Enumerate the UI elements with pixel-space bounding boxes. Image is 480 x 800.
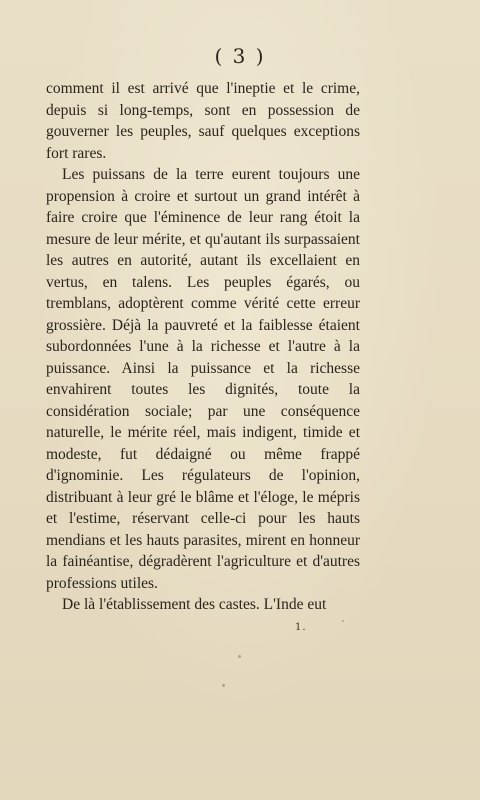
paragraph-castes: De là l'établissement des castes. L'Inde eut bbox=[62, 596, 327, 613]
paper-speck bbox=[238, 655, 241, 658]
paragraph-powerful: Les puissans de la terre eurent toujours une propension à croire et surtout un grand intérêt à faire croire que l'éminence de leur rang étoit la mesure de leur mérite, et qu'autant ils surpassaient les autres en autorité, autant ils excellaient en vertus, en talens. Les peuples égarés, ou tremblans, adoptèrent comme vérité cette erreur grossière. Déjà la pauvreté et la faiblesse étaient subordonnées l'une à la richesse et l'autre à la puissance. Ainsi la puissance et la richesse envahirent toutes les dignités, toute la considération sociale; par une conséquence naturelle, le mérite réel, mais indigent, timide et modeste, fut dédaigné ou même frappé d'ignominie. Les régulateurs de l'opinion, distribuant à leur gré le blâme et l'éloge, le mépris et l'estime, réservant celle-ci pour les hauts mendians et les hauts parasites, mirent en honneur la fainéantise, dégradèrent l'agriculture et d'autres professions utiles. bbox=[46, 166, 360, 592]
paper-speck bbox=[222, 684, 225, 687]
page-number: ( 3 ) bbox=[214, 44, 266, 68]
paper-speck bbox=[342, 620, 344, 622]
paragraph-continuation: comment il est arrivé que l'ineptie et le crime, depuis si long-temps, sont en possession de gouverner les peuples, sauf quelques exceptions fort rares. bbox=[46, 80, 360, 162]
signature-mark: 1. bbox=[295, 622, 307, 633]
body-text bbox=[46, 78, 360, 616]
